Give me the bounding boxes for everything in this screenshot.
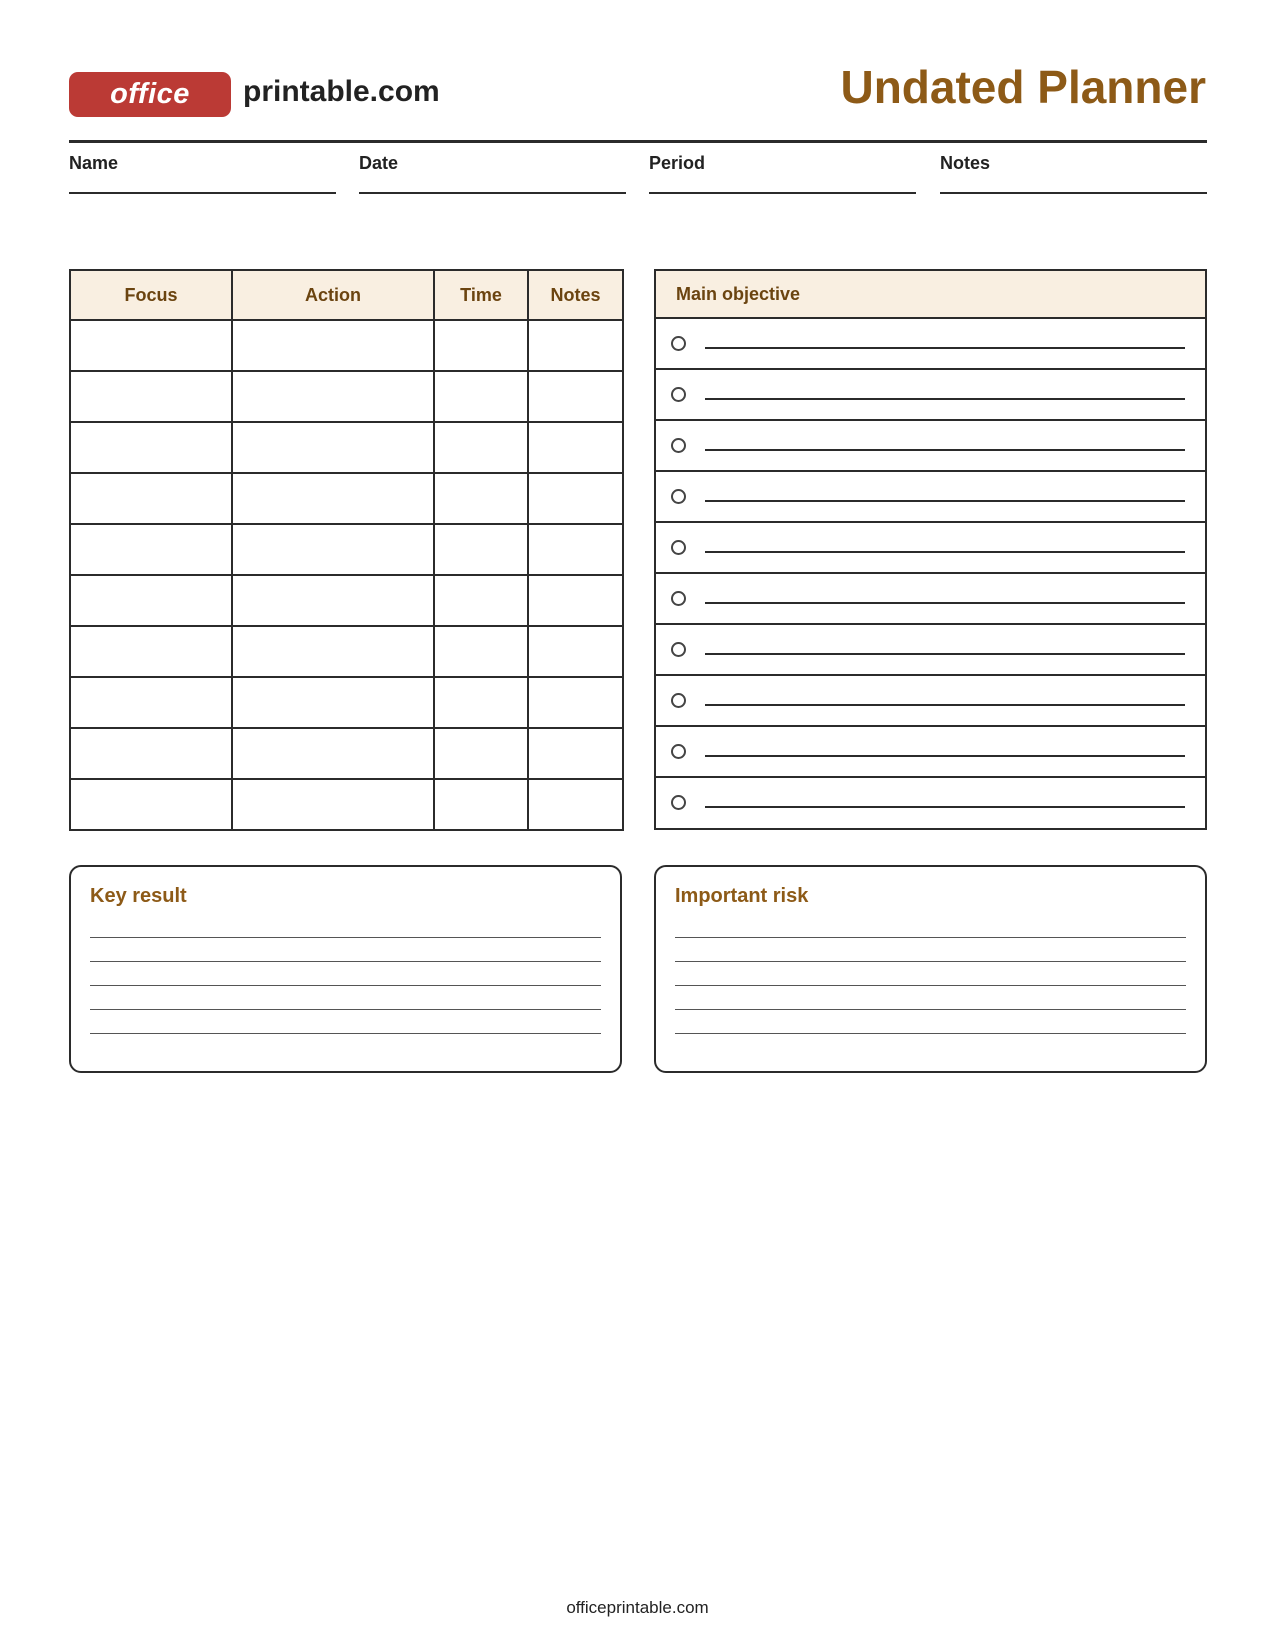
- important-risk-title: Important risk: [675, 885, 809, 907]
- column-header-focus: Focus: [70, 270, 232, 320]
- table-cell-focus[interactable]: [70, 524, 232, 575]
- checkbox-circle-icon[interactable]: [671, 642, 686, 657]
- writing-line[interactable]: [705, 500, 1185, 502]
- writing-line[interactable]: [675, 985, 1186, 986]
- period-field[interactable]: [649, 153, 916, 194]
- page-title: Undated Planner: [840, 61, 1206, 113]
- table-row: [70, 320, 623, 371]
- writing-line[interactable]: [90, 1009, 601, 1010]
- notes-field-label: Notes: [940, 153, 991, 173]
- writing-line[interactable]: [90, 961, 601, 962]
- writing-line[interactable]: [675, 937, 1186, 938]
- table-cell-time[interactable]: [434, 677, 528, 728]
- table-cell-notes[interactable]: [528, 677, 623, 728]
- writing-line[interactable]: [705, 398, 1185, 400]
- table-cell-time[interactable]: [434, 779, 528, 830]
- brand-site-name: printable.com: [243, 75, 440, 108]
- table-cell-time[interactable]: [434, 422, 528, 473]
- objective-item: [656, 676, 1205, 727]
- writing-line[interactable]: [90, 937, 601, 938]
- writing-line[interactable]: [705, 704, 1185, 706]
- focus-action-table: [69, 269, 624, 831]
- writing-line[interactable]: [90, 985, 601, 986]
- checkbox-circle-icon[interactable]: [671, 795, 686, 810]
- objective-item: [656, 421, 1205, 472]
- date-field-label: Date: [359, 153, 399, 173]
- table-header-row: [70, 270, 623, 320]
- table-cell-notes[interactable]: [528, 626, 623, 677]
- objective-item: [656, 574, 1205, 625]
- table-cell-action[interactable]: [232, 473, 434, 524]
- table-row: [70, 779, 623, 830]
- table-cell-focus[interactable]: [70, 422, 232, 473]
- table-cell-action[interactable]: [232, 575, 434, 626]
- table-cell-time[interactable]: [434, 524, 528, 575]
- table-cell-time[interactable]: [434, 320, 528, 371]
- table-cell-action[interactable]: [232, 320, 434, 371]
- table-cell-action[interactable]: [232, 626, 434, 677]
- period-field-label: Period: [649, 153, 706, 173]
- objective-item: [656, 778, 1205, 829]
- table-cell-focus[interactable]: [70, 728, 232, 779]
- table-row: [70, 524, 623, 575]
- checkbox-circle-icon[interactable]: [671, 744, 686, 759]
- key-result-box: [69, 865, 622, 1073]
- notes-field[interactable]: [940, 153, 1207, 194]
- writing-line[interactable]: [675, 1009, 1186, 1010]
- table-row: [70, 473, 623, 524]
- checkbox-circle-icon[interactable]: [671, 489, 686, 504]
- column-header-action: Action: [232, 270, 434, 320]
- name-field[interactable]: [69, 153, 336, 194]
- writing-line[interactable]: [705, 449, 1185, 451]
- table-cell-action[interactable]: [232, 371, 434, 422]
- table-cell-notes[interactable]: [528, 575, 623, 626]
- table-cell-time[interactable]: [434, 473, 528, 524]
- table-row: [70, 626, 623, 677]
- header-divider: [69, 140, 1207, 143]
- table-cell-focus[interactable]: [70, 320, 232, 371]
- writing-line[interactable]: [705, 806, 1185, 808]
- objective-item: [656, 319, 1205, 370]
- table-cell-focus[interactable]: [70, 677, 232, 728]
- table-row: [70, 728, 623, 779]
- table-row: [70, 677, 623, 728]
- table-cell-time[interactable]: [434, 575, 528, 626]
- table-row: [70, 371, 623, 422]
- brand-badge-text: office: [110, 78, 190, 110]
- name-field-label: Name: [69, 153, 119, 173]
- table-cell-notes[interactable]: [528, 422, 623, 473]
- table-cell-focus[interactable]: [70, 575, 232, 626]
- objective-item: [656, 727, 1205, 778]
- checkbox-circle-icon[interactable]: [671, 540, 686, 555]
- writing-line[interactable]: [90, 1033, 601, 1034]
- table-cell-action[interactable]: [232, 728, 434, 779]
- table-cell-action[interactable]: [232, 524, 434, 575]
- writing-line[interactable]: [705, 347, 1185, 349]
- table-cell-time[interactable]: [434, 626, 528, 677]
- table-cell-action[interactable]: [232, 677, 434, 728]
- date-field[interactable]: [359, 153, 626, 194]
- table-cell-notes[interactable]: [528, 524, 623, 575]
- objective-item: [656, 370, 1205, 421]
- important-risk-box: [654, 865, 1207, 1073]
- checkbox-circle-icon[interactable]: [671, 693, 686, 708]
- checkbox-circle-icon[interactable]: [671, 387, 686, 402]
- table-cell-notes[interactable]: [528, 320, 623, 371]
- objective-item: [656, 625, 1205, 676]
- writing-line[interactable]: [705, 602, 1185, 604]
- table-cell-notes[interactable]: [528, 728, 623, 779]
- table-cell-time[interactable]: [434, 728, 528, 779]
- writing-line[interactable]: [705, 551, 1185, 553]
- checkbox-circle-icon[interactable]: [671, 591, 686, 606]
- table-cell-action[interactable]: [232, 422, 434, 473]
- table-cell-focus[interactable]: [70, 779, 232, 830]
- column-header-time: Time: [434, 270, 528, 320]
- table-cell-time[interactable]: [434, 371, 528, 422]
- table-cell-action[interactable]: [232, 779, 434, 830]
- main-objective-panel: [654, 269, 1207, 830]
- objective-item: [656, 472, 1205, 523]
- table-row: [70, 575, 623, 626]
- main-objective-title: Main objective: [656, 271, 1205, 319]
- brand-logo-badge: [69, 72, 231, 117]
- objective-item: [656, 523, 1205, 574]
- table-cell-notes[interactable]: [528, 371, 623, 422]
- footer-url: officeprintable.com: [566, 1598, 709, 1617]
- table-cell-notes[interactable]: [528, 473, 623, 524]
- writing-line[interactable]: [705, 653, 1185, 655]
- table-row: [70, 422, 623, 473]
- table-cell-focus[interactable]: [70, 626, 232, 677]
- checkbox-circle-icon[interactable]: [671, 336, 686, 351]
- table-cell-focus[interactable]: [70, 371, 232, 422]
- writing-line[interactable]: [675, 961, 1186, 962]
- column-header-notes: Notes: [528, 270, 623, 320]
- table-cell-focus[interactable]: [70, 473, 232, 524]
- checkbox-circle-icon[interactable]: [671, 438, 686, 453]
- writing-line[interactable]: [705, 755, 1185, 757]
- table-cell-notes[interactable]: [528, 779, 623, 830]
- writing-line[interactable]: [675, 1033, 1186, 1034]
- key-result-title: Key result: [90, 885, 187, 907]
